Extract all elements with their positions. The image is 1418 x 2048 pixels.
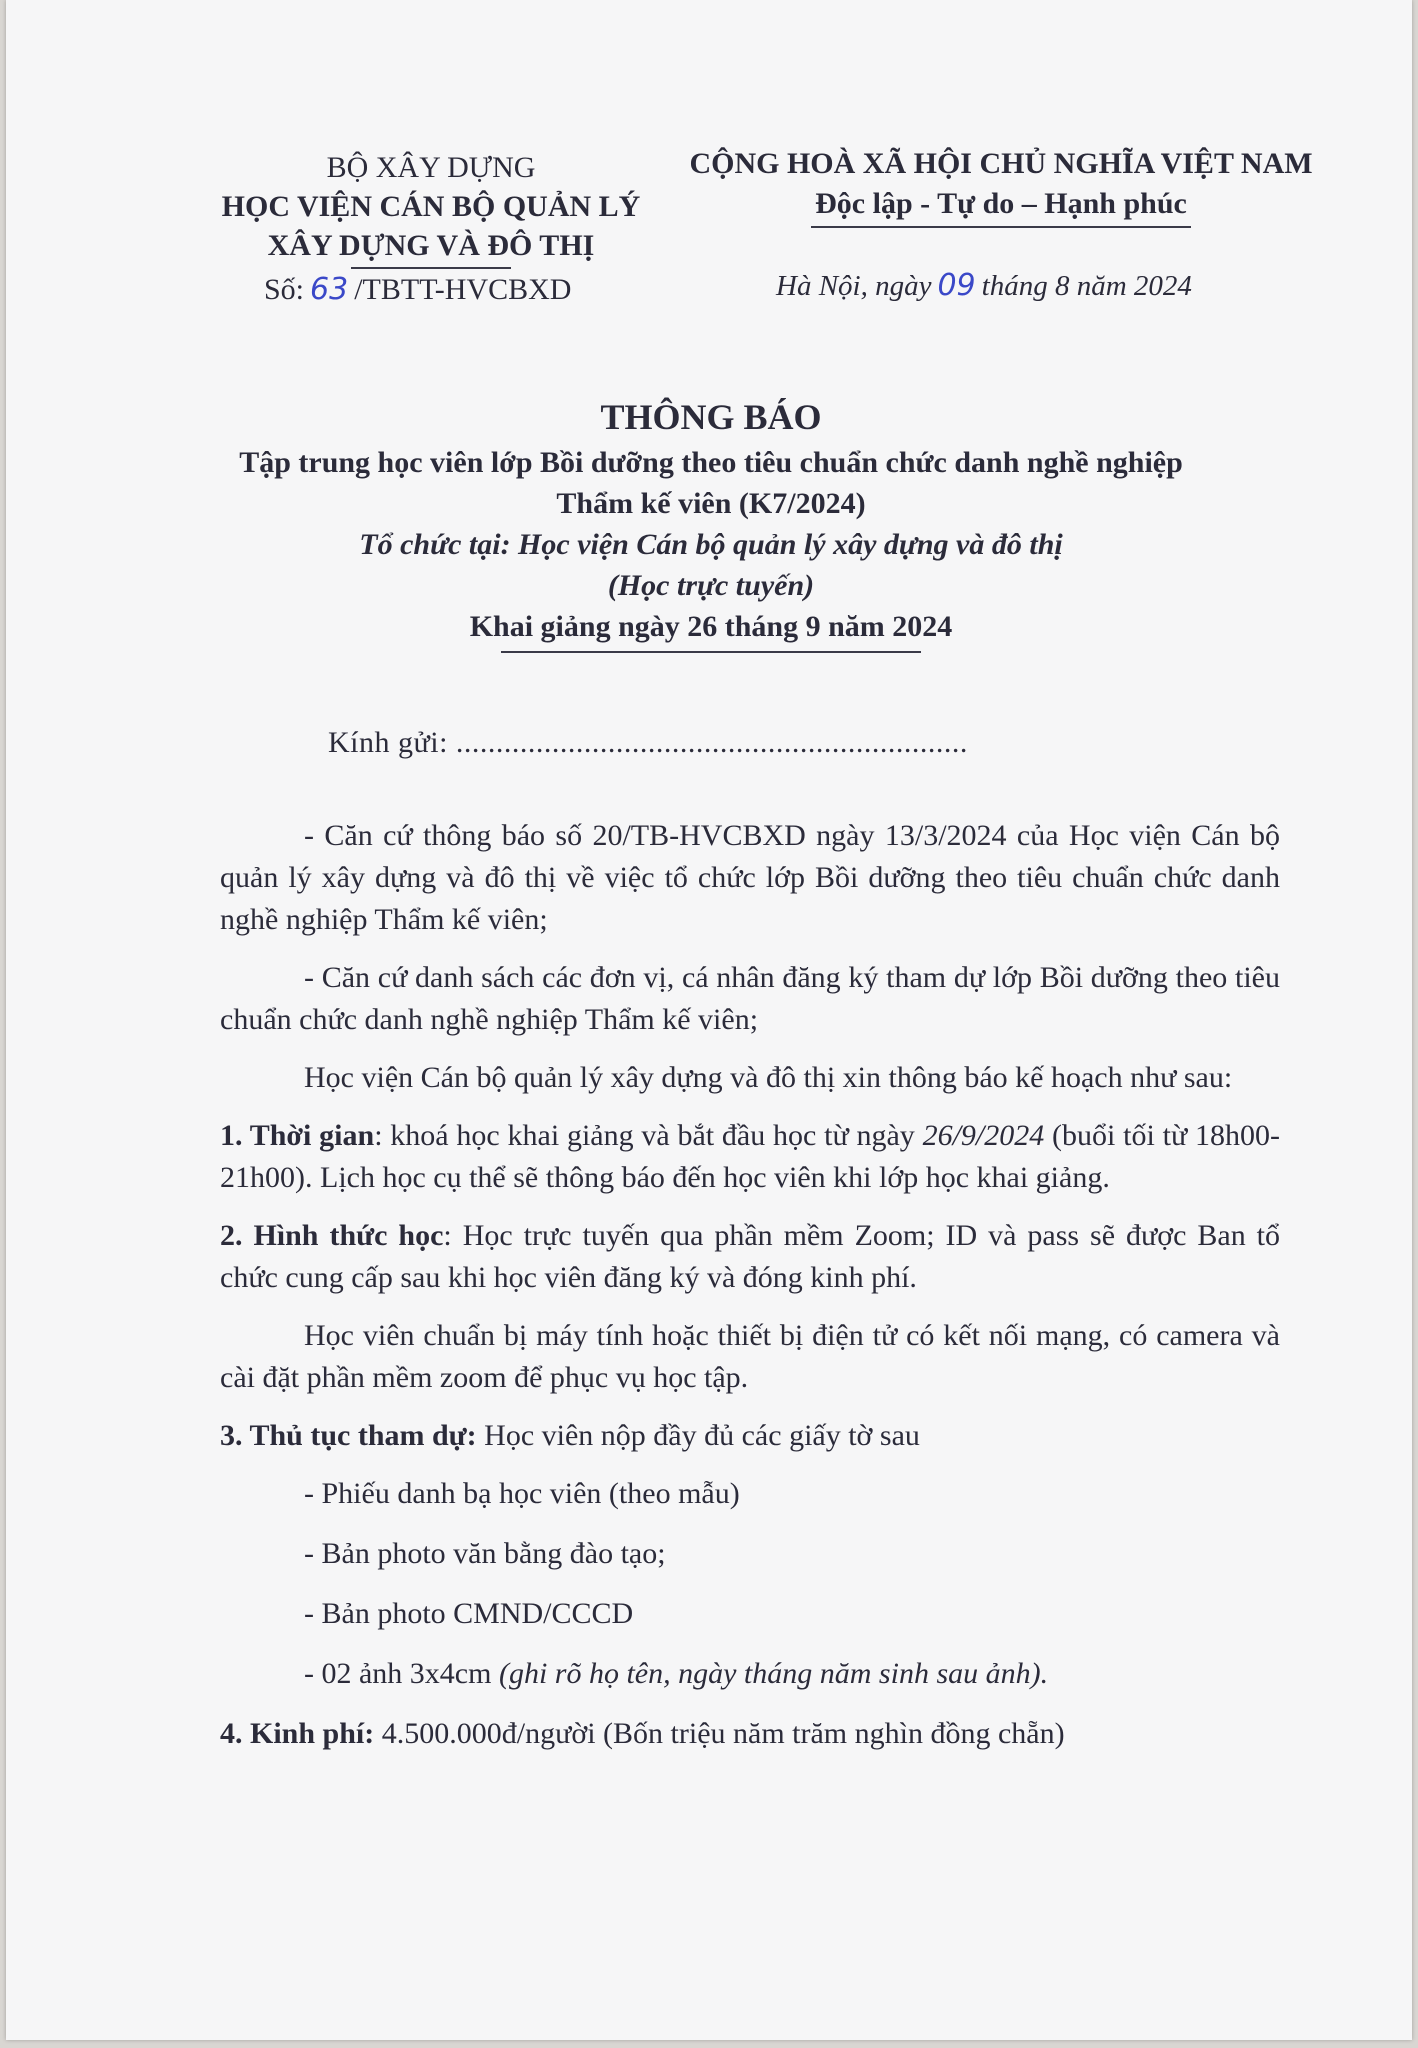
- number-prefix: Số:: [264, 273, 305, 306]
- title-line-2: Thẩm kế viên (K7/2024): [556, 487, 866, 520]
- notice-body: [220, 815, 1280, 1771]
- section-format-note: Học viên chuẩn bị máy tính hoặc thiết bị điện tử có kết nối mạng, có camera và cài đặt phần mềm zoom để phục vụ học tập.: [220, 1319, 1280, 1394]
- section-procedure-label: 3. Thủ tục tham dự:: [220, 1419, 477, 1452]
- title-line-3: Tổ chức tại: Học viện Cán bộ quản lý xây dựng và đô thị: [359, 528, 1063, 561]
- section-procedure: [220, 1415, 1280, 1457]
- photo-item-note: (ghi rõ họ tên, ngày tháng năm sinh sau ảnh).: [498, 1657, 1049, 1690]
- section-time-text-b: (buổi tối từ 18h00-21h00). Lịch học cụ thể sẽ thông báo đến học viên khi lớp học khai giảng.: [220, 1119, 1280, 1194]
- list-item: - Bản photo CMND/CCCD: [304, 1597, 634, 1630]
- document-page: [6, 0, 1412, 2040]
- section-procedure-text: Học viên nộp đầy đủ các giấy tờ sau: [476, 1419, 920, 1452]
- section-time-label: 1. Thời gian: [220, 1119, 375, 1152]
- title-underline: [501, 651, 921, 653]
- ministry-name: BỘ XÂY DỰNG: [326, 151, 536, 184]
- section-format-label: 2. Hình thức học: [220, 1219, 444, 1252]
- list-item: - Phiếu danh bạ học viên (theo mẫu): [304, 1477, 740, 1510]
- start-date: 26/9/2024: [922, 1119, 1045, 1152]
- photo-item-text: - 02 ảnh 3x4cm: [304, 1657, 499, 1690]
- section-fee-label: 4. Kinh phí:: [220, 1717, 375, 1750]
- recipient-line: Kính gửi: ................................................................: [328, 726, 968, 759]
- section-fee-text: 4.500.000đ/người (Bốn triệu năm trăm nghìn đồng chẵn): [374, 1717, 1065, 1750]
- issuer-header: [206, 148, 656, 269]
- institute-name-line2: XÂY DỰNG VÀ ĐÔ THỊ: [267, 229, 595, 262]
- basis-paragraph-2: - Căn cứ danh sách các đơn vị, cá nhân đăng ký tham dự lớp Bồi dưỡng theo tiêu chuẩn chức danh nghề nghiệp Thẩm kế viên;: [220, 961, 1280, 1036]
- issue-date: [776, 268, 1192, 303]
- document-number: [264, 272, 571, 307]
- section-time-text-a: : khoá học khai giảng và bắt đầu học từ ngày: [374, 1119, 923, 1152]
- date-suffix: tháng 8 năm 2024: [981, 270, 1192, 302]
- list-item: - Bản photo văn bằng đào tạo;: [304, 1537, 666, 1570]
- country-name: CỘNG HOÀ XÃ HỘI CHỦ NGHĨA VIỆT NAM: [689, 147, 1313, 180]
- handwritten-number: 63: [310, 272, 349, 307]
- section-time: [220, 1115, 1280, 1199]
- intro-paragraph: Học viện Cán bộ quản lý xây dựng và đô thị xin thông báo kế hoạch như sau:: [304, 1061, 1233, 1094]
- notice-title-block: [136, 392, 1286, 653]
- national-header: [671, 144, 1331, 228]
- title-line-5: Khai giảng ngày 26 tháng 9 năm 2024: [469, 610, 953, 643]
- handwritten-day: 09: [937, 268, 976, 303]
- motto-underline: [811, 226, 1191, 228]
- section-format-text: : Học trực tuyến qua phần mềm Zoom; ID và pass sẽ được Ban tổ chức cung cấp sau khi học viên đăng ký và đóng kinh phí.: [220, 1219, 1280, 1294]
- notice-title: THÔNG BÁO: [600, 397, 822, 437]
- national-motto: Độc lập - Tự do – Hạnh phúc: [815, 187, 1187, 220]
- title-line-1: Tập trung học viên lớp Bồi dưỡng theo tiêu chuẩn chức danh nghề nghiệp: [239, 446, 1183, 479]
- date-prefix: Hà Nội, ngày: [776, 270, 932, 302]
- title-line-4: (Học trực tuyến): [607, 569, 815, 602]
- institute-name-line1: HỌC VIỆN CÁN BỘ QUẢN LÝ: [221, 190, 641, 223]
- section-fee: [220, 1713, 1280, 1755]
- basis-paragraph-1: - Căn cứ thông báo số 20/TB-HVCBXD ngày 13/3/2024 của Học viện Cán bộ quản lý xây dựng và đô thị về việc tổ chức lớp Bồi dưỡng theo tiêu chuẩn chức danh nghề nghiệp Thẩm kế viên;: [220, 819, 1280, 936]
- section-format: [220, 1215, 1280, 1299]
- issuer-underline: [351, 267, 511, 269]
- list-item: [220, 1653, 1280, 1695]
- number-suffix: /TBTT-HVCBXD: [354, 273, 572, 306]
